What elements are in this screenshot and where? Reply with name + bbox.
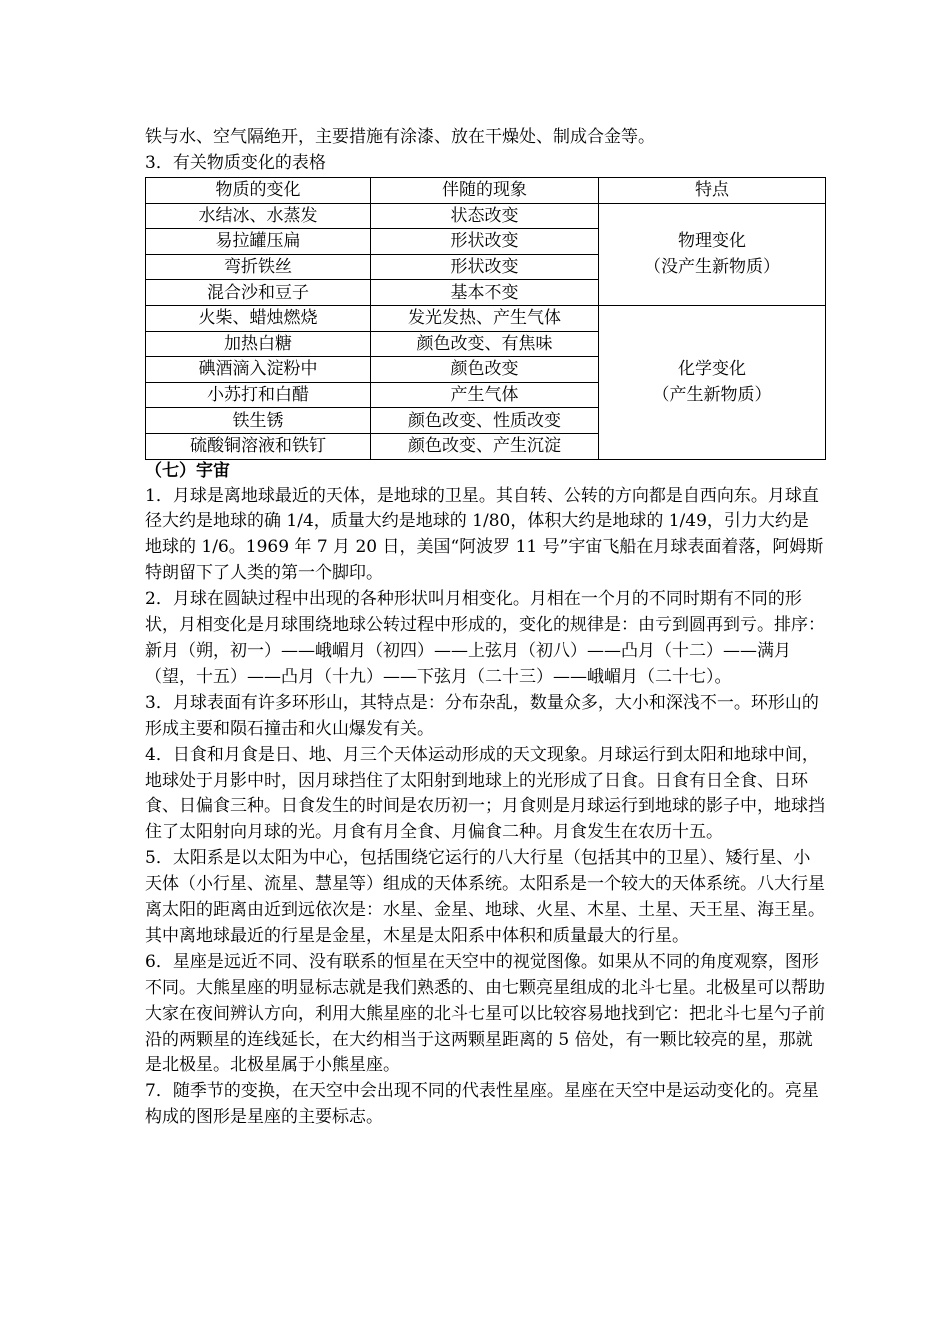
- table-cell: 状态改变: [371, 203, 599, 229]
- table-header-cell: 伴随的现象: [371, 178, 599, 204]
- table-header-cell: 物质的变化: [146, 178, 371, 204]
- feature-note: （产生新物质）: [652, 385, 772, 406]
- feature-note: （没产生新物质）: [644, 257, 780, 278]
- intro-line: 铁与水、空气隔绝开，主要措施有涂漆、放在干燥处、制成合金等。: [145, 127, 655, 147]
- table-cell: 颜色改变: [371, 357, 599, 383]
- table-header-cell: 特点: [599, 178, 826, 204]
- matter-change-table: [145, 177, 826, 460]
- document-page: [145, 124, 825, 1131]
- paragraph-3: 3．月球表面有许多环形山，其特点是：分布杂乱，数量众多，大小和深浅不一。环形山的形成主要和陨石撞击和火山爆发有关。: [145, 692, 819, 739]
- table-row: [146, 203, 826, 229]
- table-cell: 小苏打和白醋: [146, 382, 371, 408]
- table-cell: 形状改变: [371, 254, 599, 280]
- table-cell: 弯折铁丝: [146, 254, 371, 280]
- table-cell: 铁生锈: [146, 408, 371, 434]
- table-cell: 颜色改变、有焦味: [371, 331, 599, 357]
- table-cell: 产生气体: [371, 382, 599, 408]
- paragraph-6: 6．星座是远近不同、没有联系的恒星在天空中的视觉图像。如果从不同的角度观察，图形不同。大熊星座的明显标志就是我们熟悉的、由七颗亮星组成的北斗七星。北极星可以帮助大家在夜间辨认方向，利用大熊星座的北斗七星可以比较容易地找到它：把北斗七星勺子前沿的两颗星的连线延长，在大约相当于这两颗星距离的 5 倍处，有一颗比较亮的星，那就是北极星。北极星属于小熊星座。: [145, 951, 825, 1076]
- table-header-row: [146, 178, 826, 204]
- table-title: 3．有关物质变化的表格: [145, 153, 326, 173]
- paragraph-5: 5．太阳系是以太阳为中心，包括围绕它运行的八大行星（包括其中的卫星）、矮行星、小天体（小行星、流星、慧星等）组成的天体系统。太阳系是一个较大的天体系统。八大行星离太阳的距离由近到远依次是：水星、金星、地球、火星、木星、土星、天王星、海王星。其中离地球最近的行星是金星，木星是太阳系中体积和质量最大的行星。: [145, 848, 825, 946]
- table-cell: 易拉罐压扁: [146, 229, 371, 255]
- table-row: [146, 305, 826, 331]
- feature-label: 化学变化: [678, 359, 746, 380]
- table-cell: 硫酸铜溶液和铁钉: [146, 433, 371, 459]
- paragraph-7: 7．随季节的变换，在天空中会出现不同的代表性星座。星座在天空中是运动变化的。亮星构成的图形是星座的主要标志。: [145, 1081, 819, 1128]
- section-heading: （七）宇宙: [145, 460, 230, 481]
- physical-feature-cell: [599, 203, 826, 305]
- paragraph-4: 4．日食和月食是日、地、月三个天体运动形成的天文现象。月球运行到太阳和地球中间，地球处于月影中时，因月球挡住了太阳射到地球上的光形成了日食。日食有日全食、日环食、日偏食三种。日食发生的时间是农历初一；月食则是月球运行到地球的影子中，地球挡住了太阳射向月球的光。月食有月全食、月偏食二种。月食发生在农历十五。: [145, 744, 825, 843]
- chemical-feature-cell: [599, 305, 826, 459]
- table-cell: 碘酒滴入淀粉中: [146, 357, 371, 383]
- table-cell: 基本不变: [371, 280, 599, 306]
- table-cell: 形状改变: [371, 229, 599, 255]
- table-cell: 混合沙和豆子: [146, 280, 371, 306]
- table-cell: 颜色改变、性质改变: [371, 408, 599, 434]
- feature-label: 物理变化: [678, 231, 746, 252]
- table-cell: 加热白糖: [146, 331, 371, 357]
- paragraph-2: 2．月球在圆缺过程中出现的各种形状叫月相变化。月相在一个月的不同时期有不同的形状，月相变化是月球围绕地球公转过程中形成的，变化的规律是：由亏到圆再到亏。排序：新月（朔，初一）——峨嵋月（初四）——上弦月（初八）——凸月（十二）——满月（望，十五）——凸月（十九）——下弦月（二十三）——峨嵋月（二十七）。: [145, 589, 825, 687]
- paragraph-1: 1．月球是离地球最近的天体，是地球的卫星。其自转、公转的方向都是自西向东。月球直径大约是地球的确 1/4，质量大约是地球的 1/80，体积大约是地球的 1/49，引力大约是地球的 1/6。1969 年 7 月 20 日，美国“阿波罗 11 号”宇宙飞船在月球表面着落，阿姆斯特朗留下了人类的第一个脚印。: [145, 485, 824, 584]
- table-cell: 火柴、蜡烛燃烧: [146, 305, 371, 331]
- table-cell: 颜色改变、产生沉淀: [371, 433, 599, 459]
- table-cell: 水结冰、水蒸发: [146, 203, 371, 229]
- table-cell: 发光发热、产生气体: [371, 305, 599, 331]
